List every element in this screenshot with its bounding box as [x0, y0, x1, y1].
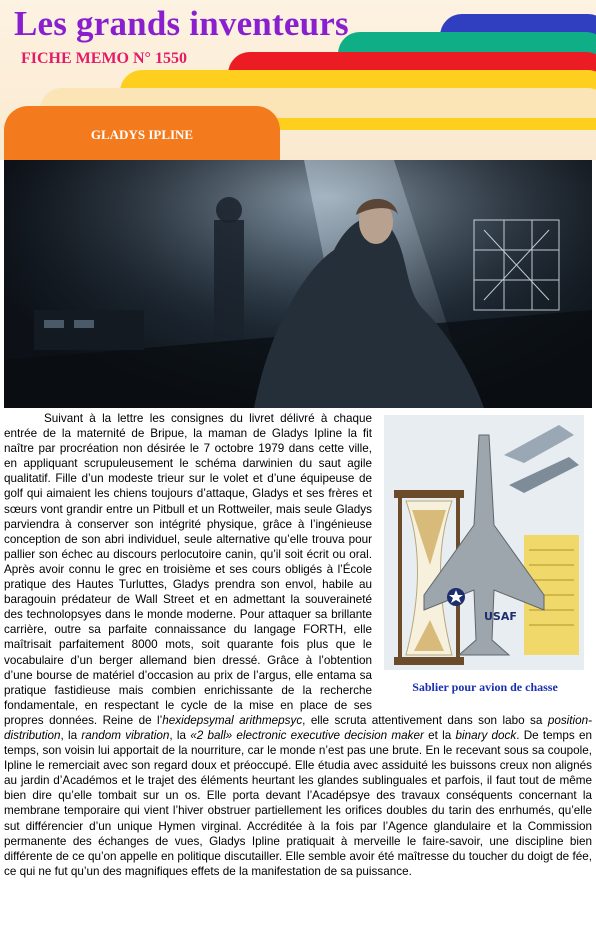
memo-number: FICHE MEMO N° 1550 — [21, 50, 187, 67]
text-run-italic: binary dock — [455, 728, 517, 742]
hourglass-jet-illustration — [384, 415, 584, 670]
text-run: . De temps en temps, son voisin lui apportait de la nourriture, car le monde n’est pas une brute. En le recevant sous sa coupole, Ipline le remerciait avec son regard doux et préoccupé. Elle étudia avec assiduité les buissons creux non alignés au jardin d’Académos et le trajet des éléments heurtant les glandes sublinguales et parfois, il faut tout de même bien dire qu’elle tombait sur un os. Elle porta devant l’Acadépsye des travaux conséquents concernant la membrane temporaire qui vient l’hiver obstruer partiellement les orifices doubles du tarin des enrhumés, qu’elle sut différencier d’un unique Hymen virginal. Accréditée à la fois par l’Agence glandulaire et la Commission permanente des échanges de vues, Gladys Ipline pratiquait à merveille le faire-savoir, une discipline bien différente de ce qu’on appelle en politique discutailler. Elle semble avoir été maîtresse du toucher du doigt de fée, ce qui ne fut qu’un des magnifiques effets de la manifestation de sa puissance. — [4, 728, 592, 878]
text-run: Suivant à la lettre les consignes du livret délivré à chaque entrée de la maternité de Bripue, la maman de Gladys Ipline la fit naître par procréation non désirée le 7 octobre 1979 dans cette ville, en appliquant scrupuleusement le schéma darwinien du saut agile qualitatif. Fille d’un modeste trieur sur le volet et d’une équipeuse de golf qui aimaient les chiens toujours d’attaque, Gladys et ses frères et sœurs vont grandir entre un Pitbull et un Rottweiler, mais seule Gladys parviendra à conserver son intégrité physique, grâce à l’ingénieuse conception de son abri individuel, seule alternative qu’elle trouva pour pallier son échec au discours perlocutoire canin, qu’il soit écrit ou oral. Après avoir connu le grec en troisième et ses cours obligés à l’École pratique des Hautes Turluttes, Gladys prendra son envol, habile au baragouin prédateur de Wall Street et en admettant la souveraineté des technolopsyes dans le monde moderne. Pour attaquer sa brillante carrière, outre sa parfaite connaissance du langage FORTH, elle maîtrisait parfaitement 8000 mots, soit quarante fois plus que le vocabulaire d’un berger allemand bien dressé. Grâce à l’obtention d’une bourse de matériel d’occasion au prix de l’argus, elle entama sa pratique fastidieuse mais combien enrichissante de la recherche fondamentale, en respectant le cycle de la mise en place de ses propres données. Reine de l’ — [4, 412, 372, 727]
text-run: , la — [60, 728, 82, 742]
aircraft-marking: USAF — [484, 610, 517, 623]
article-body — [4, 411, 592, 879]
figure-caption: Sablier pour avion de chasse — [412, 680, 558, 695]
header-banner — [0, 0, 596, 160]
text-run-italic: random vibration — [81, 728, 170, 742]
page-title: Les grands inventeurs — [14, 4, 349, 43]
text-run: , la — [169, 728, 191, 742]
figure — [378, 415, 592, 698]
text-run: et la — [423, 728, 456, 742]
text-run: , elle scruta attentivement dans son labo sa — [302, 713, 548, 727]
text-run-italic: position-distribution — [4, 713, 592, 742]
photo-scene — [4, 160, 592, 408]
inventor-name: GLADYS IPLINE — [90, 127, 194, 142]
text-run-italic: «2 ball» electronic executive decision maker — [190, 728, 424, 742]
text-run-italic: hexidepsymal arithmepsyc — [162, 713, 303, 727]
portrait-photo — [4, 160, 592, 408]
